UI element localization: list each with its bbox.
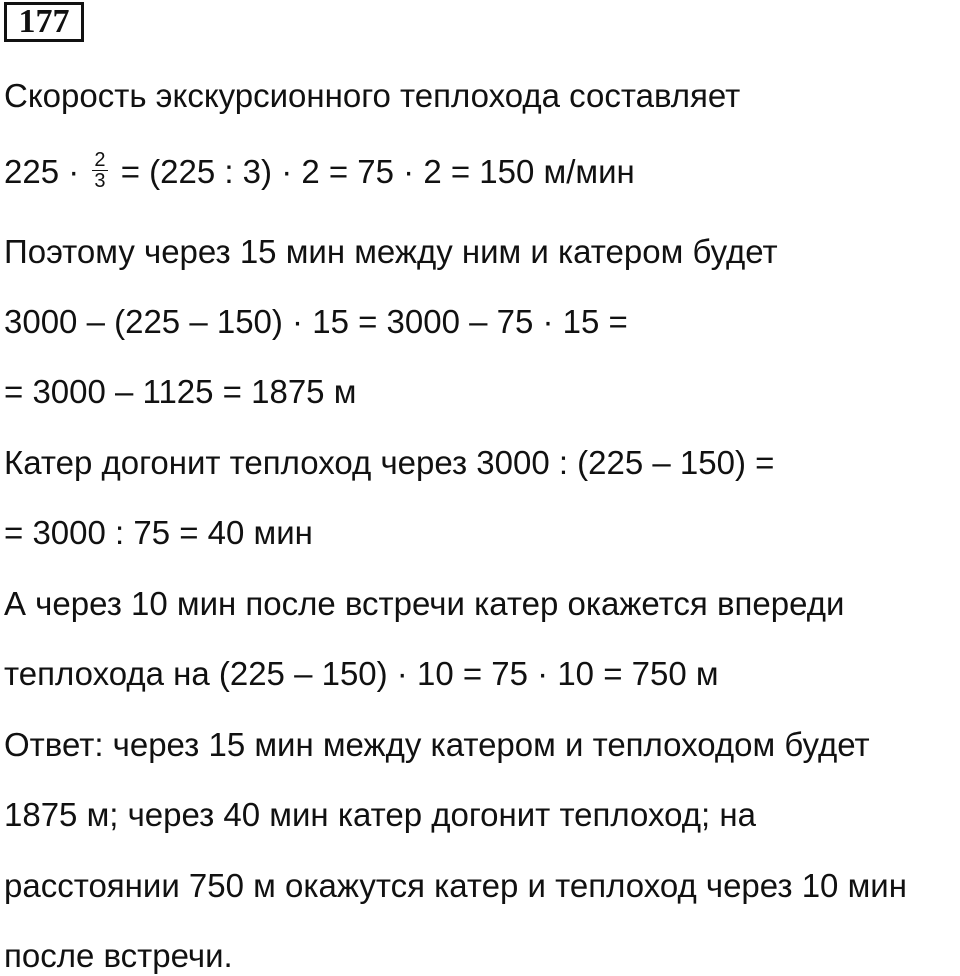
text-line-10: Ответ: через 15 мин между катером и теплоходом будет [4,726,870,763]
text-line-12: расстоянии 750 м окажутся катер и теплоход через 10 мин [4,867,907,904]
text-line-7: = 3000 : 75 = 40 мин [4,514,313,551]
text-line-4: 3000 – (225 – 150) · 15 = 3000 – 75 · 15 = [4,303,628,340]
formula-line [4,148,635,195]
text-line-11: 1875 м; через 40 мин катер догонит теплоход; на [4,796,756,833]
formula-suffix: = (225 : 3) · 2 = 75 · 2 = 150 м/мин [120,153,635,190]
formula-prefix: 225 · [4,153,80,190]
text-line-1: Скорость экскурсионного теплохода составляет [4,77,741,114]
fraction [92,150,107,191]
text-line-8: А через 10 мин после встречи катер окажется впереди [4,585,845,622]
fraction-numerator: 2 [94,148,106,171]
text-line-3: Поэтому через 15 мин между ним и катером будет [4,233,778,270]
fraction-denominator: 3 [94,169,106,192]
text-line-9: теплохода на (225 – 150) · 10 = 75 · 10 = 750 м [4,655,719,692]
text-line-6: Катер догонит теплоход через 3000 : (225 – 150) = [4,444,775,481]
text-line-13: после встречи. [4,937,233,974]
text-line-5: = 3000 – 1125 = 1875 м [4,373,357,410]
problem-number-box: 177 [4,2,84,42]
